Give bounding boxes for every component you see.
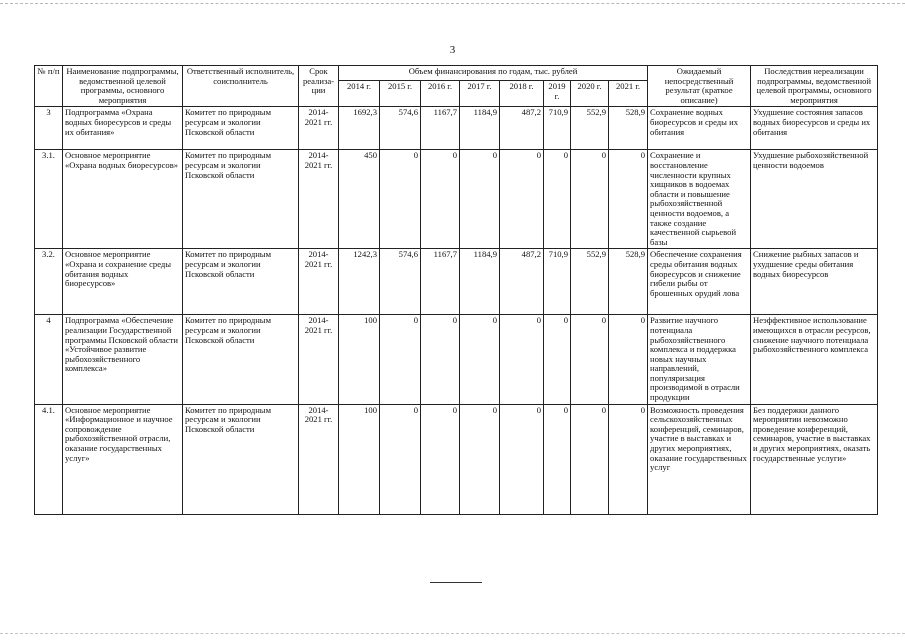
header-name: Наименование подпрограммы, ведомственной целевой программы, основного мероприятия	[63, 66, 183, 107]
header-year: 2020 г.	[571, 80, 609, 106]
cell-value: 0	[380, 150, 421, 249]
cell-expected: Сохранение водных биоресурсов и среды их обитания	[648, 107, 751, 150]
header-financing: Объем финансирования по годам, тыс. рублей	[339, 66, 648, 81]
cell-expected: Развитие научного потенциала рыбохозяйственного комплекса и поддержка новых научных направлений, популяризация производимой в отрасли продукции	[648, 315, 751, 404]
cell-num: 4.1.	[35, 404, 63, 514]
cell-value: 0	[421, 315, 460, 404]
cell-value: 574,6	[380, 249, 421, 315]
header-expected: Ожидаемый непосредственный результат (краткое описание)	[648, 66, 751, 107]
page-edge-top	[0, 3, 905, 4]
cell-value: 100	[339, 315, 380, 404]
cell-term: 2014-2021 гг.	[299, 249, 339, 315]
cell-expected: Обеспечение сохранения среды обитания водных биоресурсов и снижение гибели рыбы от брошенных орудий лова	[648, 249, 751, 315]
cell-value: 528,9	[609, 107, 648, 150]
financing-table	[34, 65, 878, 515]
cell-value: 100	[339, 404, 380, 514]
cell-executor: Комитет по природным ресурсам и экологии Псковской области	[183, 107, 299, 150]
cell-consequences: Ухудшение рыбохозяйственной ценности водоемов	[751, 150, 878, 249]
cell-value: 552,9	[571, 249, 609, 315]
cell-value: 0	[500, 150, 544, 249]
cell-term: 2014-2021 гг.	[299, 107, 339, 150]
cell-value: 0	[609, 404, 648, 514]
cell-executor: Комитет по природным ресурсам и экологии Псковской области	[183, 150, 299, 249]
cell-value: 1184,9	[460, 249, 500, 315]
header-year: 2018 г.	[500, 80, 544, 106]
table-row	[35, 315, 878, 404]
cell-value: 0	[380, 315, 421, 404]
cell-executor: Комитет по природным ресурсам и экологии Псковской области	[183, 249, 299, 315]
cell-term: 2014-2021 гг.	[299, 150, 339, 249]
table-row	[35, 107, 878, 150]
cell-value: 0	[609, 150, 648, 249]
header-year: 2019 г.	[544, 80, 571, 106]
cell-value: 1242,3	[339, 249, 380, 315]
table-row	[35, 150, 878, 249]
header-year: 2015 г.	[380, 80, 421, 106]
cell-value: 0	[609, 315, 648, 404]
cell-value: 0	[500, 315, 544, 404]
cell-name: Основное мероприятие «Охрана водных биоресурсов»	[63, 150, 183, 249]
cell-value: 710,9	[544, 249, 571, 315]
cell-num: 3.1.	[35, 150, 63, 249]
cell-value: 487,2	[500, 249, 544, 315]
cell-value: 0	[421, 150, 460, 249]
cell-value: 0	[421, 404, 460, 514]
cell-value: 574,6	[380, 107, 421, 150]
header-num: № п/п	[35, 66, 63, 107]
table-row	[35, 249, 878, 315]
cell-value: 0	[544, 150, 571, 249]
cell-value: 552,9	[571, 107, 609, 150]
cell-term: 2014-2021 гг.	[299, 315, 339, 404]
cell-value: 0	[500, 404, 544, 514]
cell-term: 2014-2021 гг.	[299, 404, 339, 514]
cell-value: 0	[460, 150, 500, 249]
cell-value: 0	[544, 315, 571, 404]
cell-value: 0	[571, 404, 609, 514]
cell-value: 528,9	[609, 249, 648, 315]
cell-name: Подпрограмма «Обеспечение реализации Государственной программы Псковской области «Устойчивое развитие рыбохозяйственного комплекса»	[63, 315, 183, 404]
header-year: 2014 г.	[339, 80, 380, 106]
cell-consequences: Без поддержки данного мероприятии невозможно проведение конференций, семинаров, участие в выставках и других мероприятиях, оказать государственные услуги»	[751, 404, 878, 514]
cell-value: 0	[571, 150, 609, 249]
cell-value: 710,9	[544, 107, 571, 150]
cell-name: Основное мероприятие «Информационное и научное сопровождение рыбохозяйственной отрасли, оказание государственных услуг»	[63, 404, 183, 514]
header-year: 2016 г.	[421, 80, 460, 106]
cell-value: 487,2	[500, 107, 544, 150]
cell-value: 0	[460, 404, 500, 514]
cell-num: 3	[35, 107, 63, 150]
cell-name: Основное мероприятие «Охрана и сохранение среды обитания водных биоресурсов»	[63, 249, 183, 315]
cell-consequences: Неэффективное использование имеющихся в отрасли ресурсов, снижение научного потенциала рыбохозяйственного комплекса	[751, 315, 878, 404]
cell-name: Подпрограмма «Охрана водных биоресурсов и среды их обитания»	[63, 107, 183, 150]
cell-value: 450	[339, 150, 380, 249]
cell-executor: Комитет по природным ресурсам и экологии Псковской области	[183, 315, 299, 404]
cell-executor: Комитет по природным ресурсам и экологии Псковской области	[183, 404, 299, 514]
cell-value: 1167,7	[421, 107, 460, 150]
cell-value: 0	[460, 315, 500, 404]
cell-expected: Возможность проведения сельскохозяйственных конференций, семинаров, участие в выставках и других мероприятиях, оказание государственных услуг	[648, 404, 751, 514]
cell-num: 3.2.	[35, 249, 63, 315]
table-row	[35, 404, 878, 514]
cell-value: 1692,3	[339, 107, 380, 150]
header-term: Срок реализа-ции	[299, 66, 339, 107]
header-year: 2021 г.	[609, 80, 648, 106]
cell-expected: Сохранение и восстановление численности крупных хищников в водоемах области и повышение рыбохозяйственной ценности водоемов, а также создание качественной сырьевой базы	[648, 150, 751, 249]
cell-value: 0	[571, 315, 609, 404]
page-number: 3	[449, 44, 456, 56]
cell-num: 4	[35, 315, 63, 404]
cell-consequences: Снижение рыбных запасов и ухудшение среды обитания водных биоресурсов	[751, 249, 878, 315]
header-year: 2017 г.	[460, 80, 500, 106]
header-row	[35, 66, 878, 81]
cell-consequences: Ухудшение состояния запасов водных биоресурсов и среды их обитания	[751, 107, 878, 150]
cell-value: 0	[380, 404, 421, 514]
cell-value: 1167,7	[421, 249, 460, 315]
header-executor: Ответственный исполнитель, соисполнитель	[183, 66, 299, 107]
cell-value: 1184,9	[460, 107, 500, 150]
page-edge-bottom	[0, 633, 905, 634]
cell-value: 0	[544, 404, 571, 514]
footer-rule	[430, 582, 482, 583]
header-consequences: Последствия нереализации подпрограммы, ведомственной целевой программы, основного мероприятия	[751, 66, 878, 107]
